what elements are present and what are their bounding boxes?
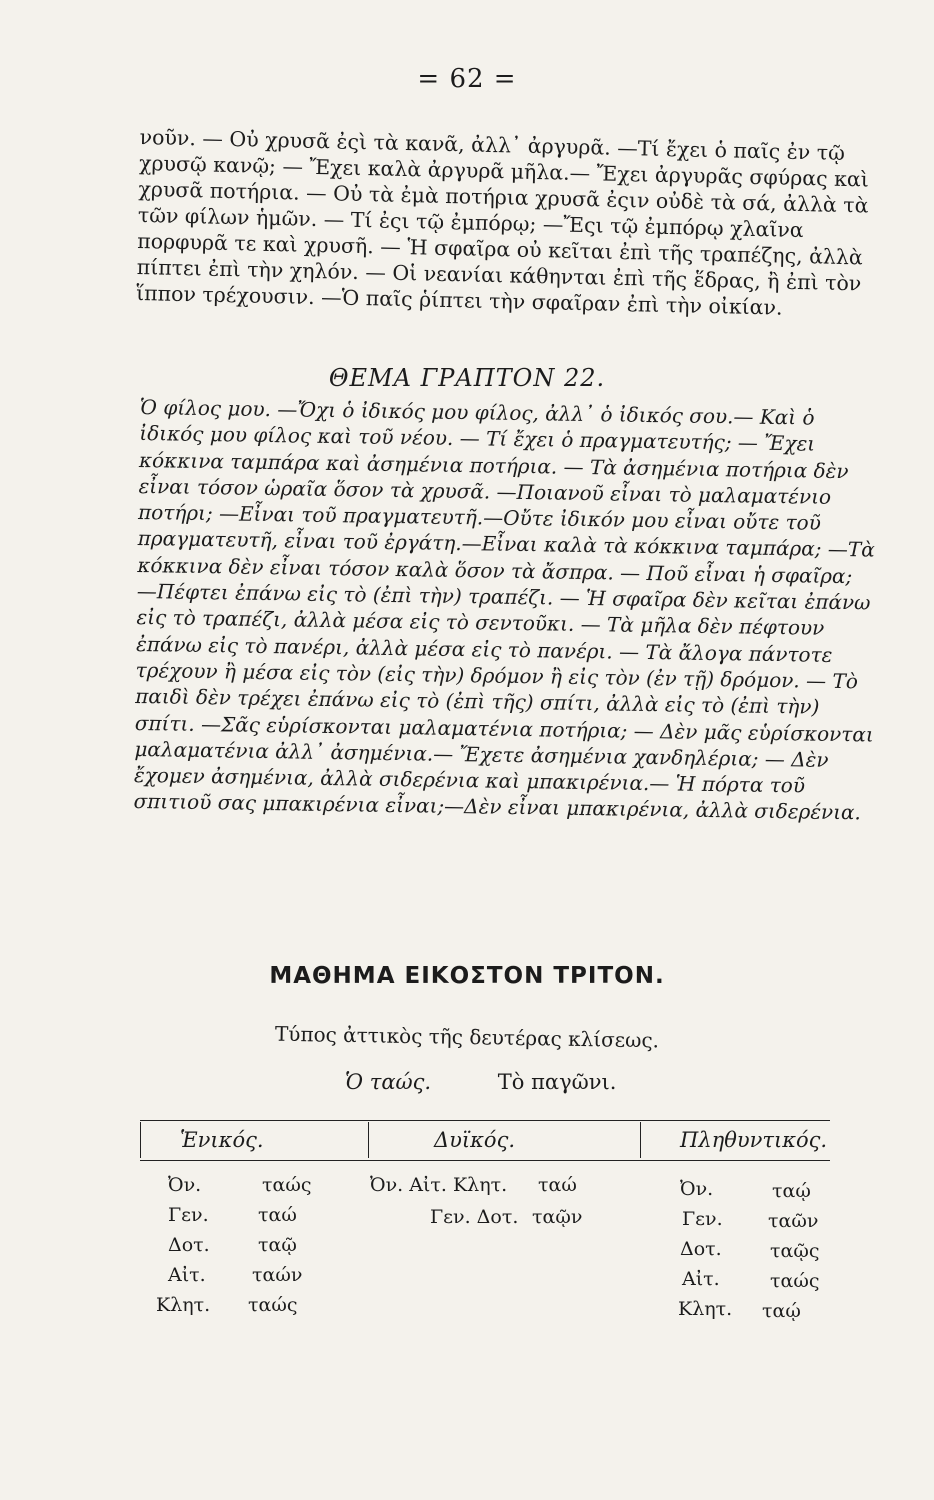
- case-label: Ὀν.: [680, 1178, 714, 1200]
- case-label: Δοτ.: [168, 1234, 210, 1256]
- case-form: ταώ: [538, 1174, 577, 1196]
- case-label: Δοτ.: [680, 1238, 722, 1260]
- case-form: ταώ: [258, 1204, 297, 1226]
- case-form: ταῷ: [258, 1234, 297, 1256]
- case-label: Κλητ.: [678, 1298, 733, 1320]
- example-ancient: Ὁ ταώς.: [345, 1070, 432, 1094]
- header-plural: Πληθυντικός.: [680, 1128, 828, 1152]
- case-form: ταώς: [248, 1294, 298, 1316]
- case-label: Γεν. Δοτ.: [430, 1206, 519, 1228]
- case-label: Γεν.: [168, 1204, 209, 1226]
- table-rule-top: [140, 1120, 830, 1121]
- page-number: = 62 =: [417, 64, 517, 94]
- case-form: ταώς: [770, 1270, 820, 1292]
- table-rule-header: [140, 1160, 830, 1161]
- case-form: ταῴ: [772, 1180, 811, 1202]
- column-divider: [640, 1122, 641, 1158]
- column-divider: [140, 1122, 141, 1158]
- case-form: ταῴ: [762, 1300, 801, 1322]
- declension-table: [140, 1120, 830, 1320]
- case-label: Γεν.: [682, 1208, 723, 1230]
- case-form: ταῷς: [770, 1240, 820, 1262]
- case-form: ταῶν: [768, 1210, 819, 1232]
- case-label: Αἰτ.: [682, 1268, 720, 1290]
- exercise-heading: ΘΕΜΑ ΓΡΑΠΤΟΝ 22.: [328, 364, 606, 392]
- header-singular: Ἑνικός.: [180, 1128, 264, 1152]
- column-divider: [368, 1122, 369, 1158]
- case-form: ταών: [252, 1264, 303, 1286]
- example-words: [345, 1070, 616, 1094]
- case-form: ταῷν: [532, 1206, 583, 1228]
- exercise-text: Ὁ φίλος μου. —Ὄχι ὁ ἰδικός μου φίλος, ἀλλ᾽ ὁ ἰδικός σου.— Καὶ ὁ ἰδικός μου φίλος καὶ τοῦ νέου. — Τί ἔχει ὁ πραγματευτής; — Ἔχει κόκκινα ταμπάρα καὶ ἀσημένια ποτήρια. — Τὰ ἀσημένια ποτήρια δὲν εἶναι τόσον ὡραῖα ὅσον τὰ χρυσᾶ. —Ποιανοῦ εἶναι τὸ μαλαματένιο ποτήρι; —Εἶναι τοῦ πραγματευτῆ.—Οὔτε ἰδικόν μου εἶναι οὔτε τοῦ πραγματευτῆ, εἶναι τοῦ ἐργάτη.—Εἶναι καλὰ τὰ κόκκινα ταμπάρα; —Τὰ κόκκινα δὲν εἶναι τόσον καλὰ ὅσον τὰ ἄσπρα. — Ποῦ εἶναι ἡ σφαῖρα; —Πέφτει ἐπάνω εἰς τὸ (ἐπὶ τὴν) τραπέζι. — Ἡ σφαῖρα δὲν κεῖται ἐπάνω εἰς τὸ τραπέζι, ἀλλὰ μέσα εἰς τὸ σεντοῦκι. — Τὰ μῆλα δὲν πέφτουν ἐπάνω εἰς τὸ πανέρι, ἀλλὰ μέσα εἰς τὸ πανέρι. — Τὰ ἄλογα πάντοτε τρέχουν ἢ μέσα εἰς τὸν (εἰς τὴν) δρόμον ἢ εἰς τὸν (ἐν τῇ) δρόμον. — Τὸ παιδὶ δὲν τρέχει ἐπάνω εἰς τὸ (ἐπὶ τῆς) σπίτι, ἀλλὰ εἰς τὸ (ἐπὶ τὴν) σπίτι. —Σᾶς εὑρίσκονται μαλαματένια ποτήρια; — Δὲν μᾶς εὑρίσκονται μαλαματένια ἀλλ᾽ ἀσημένια.— Ἔχετε ἀσημένια χανδηλέρια; — Δὲν ἔχομεν ἀσημένια, ἀλλὰ σιδερένια καὶ μπακιρένια.— Ἡ πόρτα τοῦ σπιτιοῦ σας μπακιρένια εἶναι;—Δὲν εἶναι μπακιρένια, ἀλλὰ σιδερένια.: [133, 394, 875, 825]
- case-label: Ὀν. Αἰτ. Κλητ.: [370, 1174, 508, 1196]
- example-modern: Τὸ παγῶνι.: [497, 1070, 617, 1094]
- case-label: Αἰτ.: [168, 1264, 206, 1286]
- lesson-heading: ΜΑΘΗΜΑ ΕΙΚΟΣΤΟΝ ΤΡΙΤΟΝ.: [269, 963, 665, 989]
- paragraph-text: νοῦν. — Οὐ χρυσᾶ ἐςὶ τὰ κανᾶ, ἀλλ᾽ ἀργυρᾶ. —Τί ἔχει ὁ παῖς ἐν τῷ χρυσῷ κανῷ; — Ἔχει καλὰ ἀργυρᾶ μῆλα.— Ἔχει ἀργυρᾶς σφύρας καὶ χρυσᾶ ποτήρια. — Οὐ τὰ ἐμὰ ποτήρια χρυσᾶ ἐςιν οὐδὲ τὰ σά, ἀλλὰ τὰ τῶν φίλων ἡμῶν. — Τί ἐςι τῷ ἐμπόρῳ; —Ἔςι τῷ ἐμπόρῳ χλαῖνα πορφυρᾶ τε καὶ χρυσῆ. — Ἡ σφαῖρα οὐ κεῖται ἐπὶ τῆς τραπέζης, ἀλλὰ πίπτει ἐπὶ τὴν χηλόν. — Οἱ νεανίαι κάθηνται ἐπὶ τῆς ἕδρας, ἢ ἐπὶ τὸν ἵππον τρέχουσιν. —Ὁ παῖς ῥίπτει τὴν σφαῖραν ἐπὶ τὴν οἰκίαν.: [135, 124, 870, 320]
- header-dual: Δυϊκός.: [434, 1128, 516, 1152]
- lesson-subtitle: Τύπος ἀττικὸς τῆς δευτέρας κλίσεως.: [274, 1021, 660, 1053]
- case-label: Κλητ.: [156, 1294, 211, 1316]
- case-label: Ὀν.: [168, 1174, 202, 1196]
- case-form: ταώς: [262, 1174, 312, 1196]
